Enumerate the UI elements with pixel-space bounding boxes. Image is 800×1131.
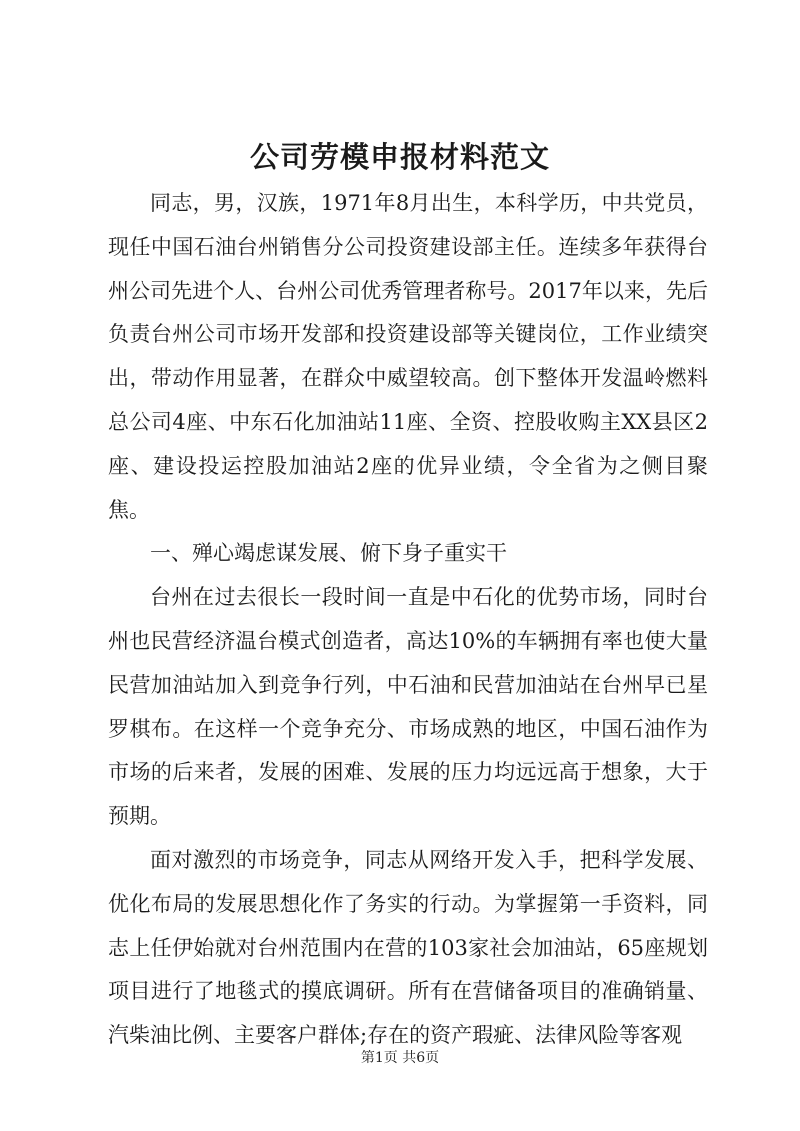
page-number-footer: 第1页 共6页	[360, 1050, 440, 1066]
paragraph-network-development: 面对激烈的市场竞争，同志从网络开发入手，把科学发展、优化布局的发展思想化作了务实的行动。为掌握第一手资料，同志上任伊始就对台州范围内在营的103家社会加油站，65座规划项目进行了地毯式的摸底调研。所有在营储备项目的准确销量、汽柴油比例、主要客户群体;存在的资产瑕疵、法律风险等客观	[108, 847, 708, 1048]
paragraph-intro: 同志，男，汉族，1971年8月出生，本科学历，中共党员，现任中国石油台州销售分公司投资建设部主任。连续多年获得台州公司先进个人、台州公司优秀管理者称号。2017年以来，先后负责台州公司市场开发部和投资建设部等关键岗位，工作业绩突出，带动作用显著，在群众中威望较高。创下整体开发温岭燃料总公司4座、中东石化加油站11座、全资、控股收购主XX县区2座、建设投运控股加油站2座的优异业绩，令全省为之侧目聚焦。	[108, 191, 708, 522]
section-heading: 一、殚心竭虑谋发展、俯下身子重实干	[150, 541, 507, 566]
document-title: 公司劳模申报材料范文	[249, 140, 550, 174]
paragraph-market-background: 台州在过去很长一段时间一直是中石化的优势市场，同时台州也民营经济温台模式创造者，高达10%的车辆拥有率也使大量民营加油站加入到竞争行列，中石油和民营加油站在台州早已星罗棋布。在这样一个竞争充分、市场成熟的地区，中国石油作为市场的后来者，发展的困难、发展的压力均远远高于想象，大于预期。	[108, 585, 708, 829]
document-body	[108, 182, 708, 1058]
